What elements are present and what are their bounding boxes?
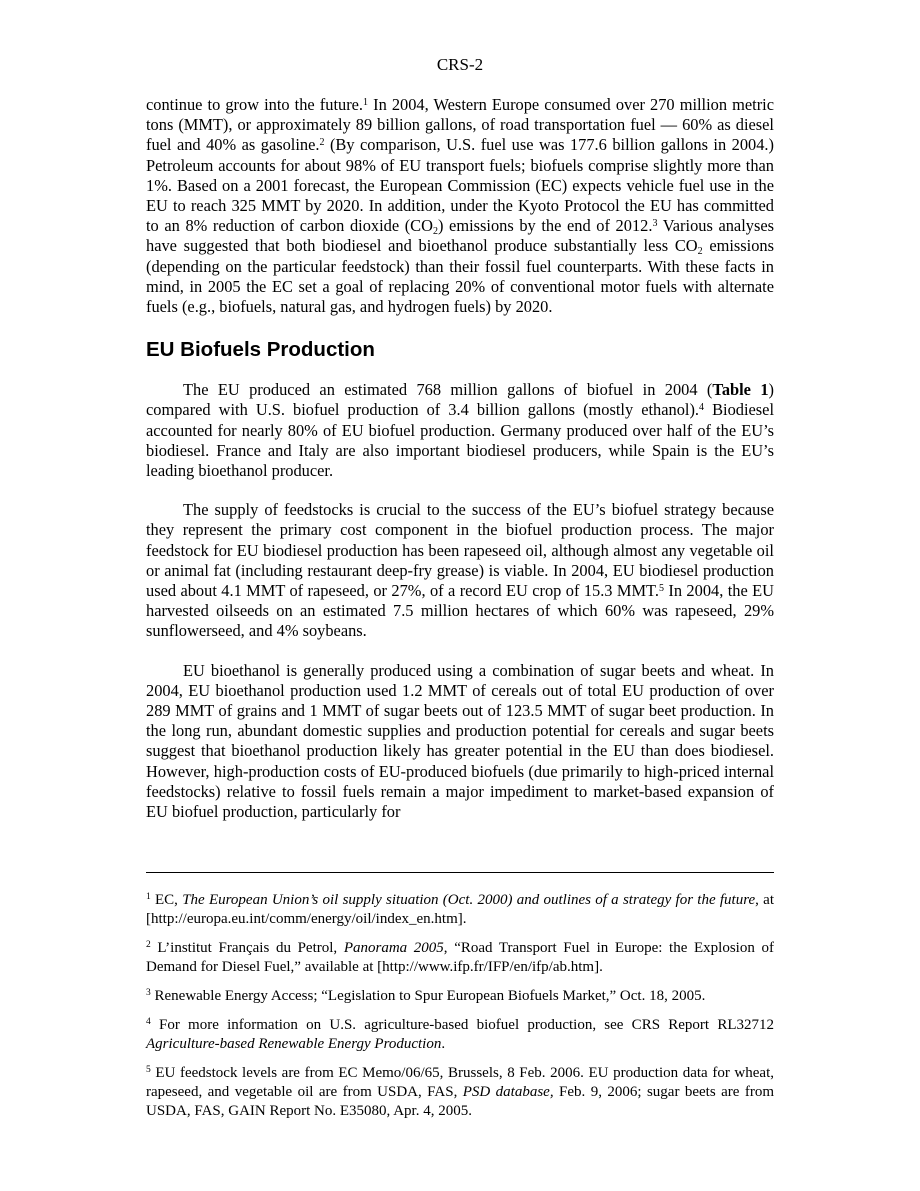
intro-text-3: (By comparison, U.S. fuel use was 177.6 billion gallons in 2004.) Petroleum accounts for about 98% of EU transport fuels; biofuels comprise slightly more than 1%. Based on a 2001 forecast, the European Commission (EC) expects vehicle fuel use in the EU to reach 325 MMT by 2020. In addition, under the Kyoto Protocol the EU has committed to an 8% reduction of carbon dioxide (CO	[146, 135, 774, 236]
footnote-title: Panorama 2005	[343, 940, 444, 956]
intro-text-1: continue to grow into the future.	[146, 95, 364, 114]
footnote-number: 5	[146, 1065, 151, 1075]
footnote-text: EU feedstock levels are from EC Memo/06/65, Brussels, 8 Feb. 2006. EU production data for wheat, rapeseed, and vegetable oil are from USDA, FAS,	[146, 1065, 774, 1100]
footnote-text: Feb. 9, 2006; sugar beets are from USDA, FAS, GAIN Report No. E35080, Apr. 4, 2005.	[146, 1084, 775, 1119]
footnote-number: 4	[146, 1017, 151, 1027]
footnote-ref-3[interactable]: 3	[652, 218, 658, 230]
intro-text-4: ) emissions by the end of 2012.	[437, 216, 653, 236]
co2-subscript: 2	[697, 246, 703, 258]
footnote-2	[146, 939, 774, 977]
page-header: CRS-2	[436, 55, 484, 74]
co2-subscript: 2	[432, 226, 438, 238]
intro-text-2: In 2004, Western Europe consumed over 270 million metric tons (MMT), or approximately 89 billion gallons, of road transportation fuel — 60% as diesel fuel and 40% as gasoline.	[146, 95, 774, 155]
footnote-3	[146, 987, 774, 1006]
section-heading: EU Biofuels Production	[146, 338, 375, 362]
feedstocks-text-2: In 2004, the EU harvested oilseeds on an estimated 7.5 million hectares of which 60% was rapeseed, 29% sunflowerseed, and 4% soybeans.	[146, 581, 774, 641]
footnote-ref-4[interactable]: 4	[699, 402, 705, 414]
footnote-text: .	[441, 1036, 446, 1052]
footnote-separator	[146, 872, 774, 873]
footnote-text: , “Road Transport Fuel in Europe: the Explosion of Demand for Diesel Fuel,” available at [http://www.ifp.fr/IFP/en/ifp/ab.htm].	[146, 940, 774, 975]
feedstocks-text-1: The supply of feedstocks is crucial to the success of the EU’s biofuel strategy because they represent the primary cost component in the biofuel production process. The major feedstock for EU biodiesel production has been rapeseed oil, although almost any vegetable oil or animal fat (including restaurant deep-fry grease) is viable. In 2004, EU biodiesel production used about 4.1 MMT of rapeseed, or 27%, of a record EU crop of 15.3 MMT.	[146, 500, 774, 601]
footnote-ref-5[interactable]: 5	[658, 583, 664, 595]
feedstocks-paragraph	[146, 500, 774, 641]
footnote-ref-2[interactable]: 2	[319, 137, 325, 149]
footnote-number: 2	[146, 940, 151, 950]
production-text-1: The EU produced an estimated 768 million gallons of biofuel in 2004 (	[183, 380, 713, 400]
footnote-text: Renewable Energy Access; “Legislation to Spur European Biofuels Market,” Oct. 18, 2005.	[150, 988, 706, 1004]
intro-text-5: Various analyses have suggested that both biodiesel and bioethanol produce substantially less CO	[146, 216, 774, 256]
footnote-number: 3	[146, 988, 151, 998]
table-reference: Table 1	[712, 380, 769, 400]
footnotes	[146, 891, 774, 1131]
production-text-3: Biodiesel accounted for nearly 80% of EU biofuel production. Germany produced over half of the EU’s biodiesel. France and Italy are also important biodiesel producers, while Spain is the EU’s leading bioethanol producer.	[146, 400, 774, 481]
footnote-title: PSD database,	[462, 1084, 554, 1100]
paragraph-gap	[146, 481, 774, 500]
footnote-title: The European Union’s oil supply situation (Oct. 2000) and outlines of a strategy for the future	[182, 892, 756, 908]
footnote-5	[146, 1064, 774, 1121]
footnote-4	[146, 1016, 774, 1054]
main-content	[146, 95, 774, 822]
footnote-text: For more information on U.S. agriculture-based biofuel production, see CRS Report RL32712	[150, 1017, 774, 1033]
footnote-title: Agriculture-based Renewable Energy Production	[146, 1036, 442, 1052]
footnote-text: EC,	[150, 892, 183, 908]
footnote-ref-1[interactable]: 1	[363, 97, 369, 108]
footnote-number: 1	[146, 892, 151, 902]
paragraph-gap	[146, 642, 774, 661]
bioethanol-paragraph: EU bioethanol is generally produced using a combination of sugar beets and wheat. In 2004, EU bioethanol production used 1.2 MMT of cereals out of total EU production of over 289 MMT of grains and 1 MMT of sugar beets out of 123.5 MMT of sugar beet production. In the long run, abundant domestic supplies and production potential for cereals and sugar beets suggest that bioethanol production likely has greater potential in the EU than does biodiesel. However, high-production costs of EU-produced biofuels (due primarily to high-priced internal feedstocks) relative to fossil fuels remain a major impediment to market-based expansion of EU biofuel production, particularly for	[146, 660, 774, 822]
footnote-1	[146, 891, 774, 929]
production-paragraph	[146, 380, 774, 481]
intro-text-6: emissions (depending on the particular feedstock) than their fossil fuel counterparts. With these facts in mind, in 2005 the EC set a goal of replacing 20% of conventional motor fuels with alternate fuels (e.g., biofuels, natural gas, and hydrogen fuels) by 2020.	[146, 236, 774, 317]
footnote-text: , at [http://europa.eu.int/comm/energy/oil/index_en.htm].	[146, 892, 775, 927]
footnote-text: L’institut Français du Petrol,	[150, 940, 344, 956]
production-text-2: ) compared with U.S. biofuel production of 3.4 billion gallons (mostly ethanol).	[146, 380, 774, 420]
intro-paragraph	[146, 95, 774, 317]
